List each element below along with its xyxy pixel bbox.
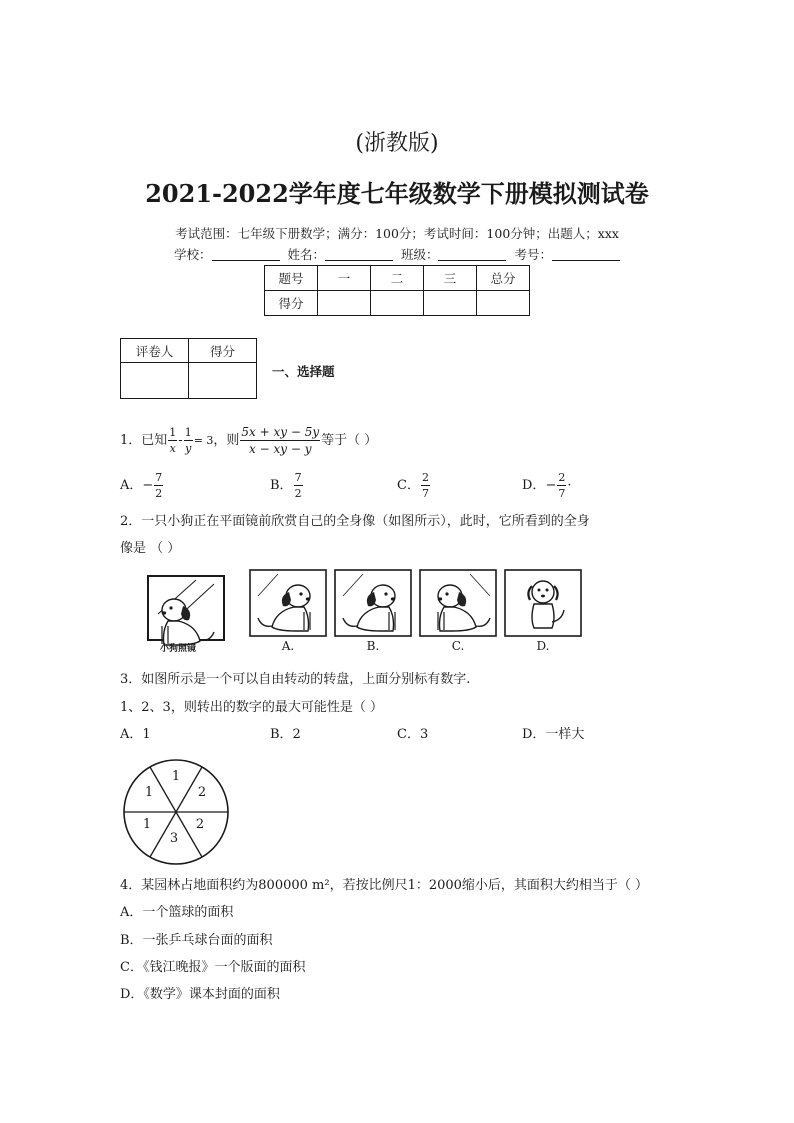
q1-option-b[interactable]: B． $\frac{7}{2}$	[270, 471, 302, 500]
spinner-sector-label: 1	[171, 769, 181, 784]
grader-header: 评卷人	[121, 339, 189, 363]
q2-choice-d[interactable]	[505, 570, 581, 653]
q1-option-a[interactable]: A．− $\frac{7}{2}$	[120, 471, 163, 500]
mirror-caption: 小狗照镜	[159, 643, 197, 653]
q4-option-c[interactable]: C．《钱江晚报》一个版面的面积	[120, 960, 306, 975]
score-cell[interactable]	[424, 291, 477, 316]
spinner-sector-label: 1	[142, 817, 152, 832]
grader-score-cell[interactable]	[189, 363, 257, 399]
question-1-stem	[120, 426, 377, 455]
question-3-line-2: 1、2、3，则转出的数字的最大可能性是（ ）	[120, 700, 383, 715]
svg-text:C.: C.	[451, 639, 465, 653]
score-cell[interactable]	[371, 291, 424, 316]
score-cell[interactable]	[477, 291, 530, 316]
exam-meta: 考试范围：七年级下册数学；满分：100分；考试时间：100分钟；出题人；xxx	[175, 226, 619, 241]
grader-cell[interactable]	[121, 363, 189, 399]
q1-mid: ，则	[213, 433, 240, 448]
edition-label: (浙教版)	[355, 131, 439, 156]
q3-option-d[interactable]: D．一样大	[522, 727, 585, 742]
q2-choice-c[interactable]	[420, 570, 496, 653]
score-header-cell: 三	[424, 266, 477, 291]
q4-option-d[interactable]: D．《数学》课本封面的面积	[120, 987, 280, 1002]
question-2-line-2: 像是 （ ）	[120, 541, 181, 556]
spinner-sector-label: 2	[195, 817, 205, 832]
question-2-line-1: 2．一只小狗正在平面镜前欣赏自己的全身像（如图所示），此时，它所看到的全身	[120, 514, 590, 529]
q2-mirror-figure	[118, 566, 588, 656]
score-cell[interactable]	[318, 291, 371, 316]
q1-cond-eq: = 3	[193, 434, 214, 447]
score-header-cell: 题号	[265, 266, 318, 291]
score-header-cell: 二	[371, 266, 424, 291]
student-fields	[0, 245, 794, 263]
question-3-line-1: 3．如图所示是一个可以自由转动的转盘，上面分别标有数字.	[120, 672, 471, 687]
school-label: 学校：	[174, 247, 212, 262]
svg-text:D.: D.	[536, 639, 550, 653]
score-header-cell: 一	[318, 266, 371, 291]
score-table	[264, 265, 530, 316]
name-blank[interactable]	[325, 248, 393, 261]
svg-text:B.: B.	[366, 639, 380, 653]
q1-cond-op: -	[178, 433, 183, 448]
q1-suffix: 等于（ ）	[321, 433, 378, 448]
q3-option-b[interactable]: B．2	[270, 727, 301, 742]
class-blank[interactable]	[438, 248, 506, 261]
score-row-label: 得分	[265, 291, 318, 316]
class-label: 班级：	[400, 247, 439, 262]
q1-option-d[interactable]: D．− $\frac{2}{7}$ ·	[522, 471, 572, 500]
score-header-cell: 总分	[477, 266, 530, 291]
question-4-stem: 4．某园林占地面积约为800000 m²，若按比例尺1：2000缩小后，其面积大约相当于（ ）	[120, 878, 649, 893]
name-label: 姓名：	[287, 247, 326, 262]
exam-no-blank[interactable]	[552, 248, 620, 261]
q1-cond-frac-a: $\frac{1}{x}$	[169, 426, 177, 455]
spinner-sector-label: 1	[144, 785, 154, 800]
exam-title: 2021-2022学年度七年级数学下册模拟测试卷	[145, 179, 649, 208]
q1-prefix: 1．已知	[120, 433, 168, 448]
q4-option-a[interactable]: A．一个篮球的面积	[120, 905, 234, 920]
q3-option-a[interactable]: A．1	[120, 727, 151, 742]
grader-table	[120, 338, 257, 399]
q3-option-c[interactable]: C．3	[397, 727, 429, 742]
spinner-figure	[120, 756, 232, 868]
spinner-sector-label: 3	[169, 831, 179, 846]
school-blank[interactable]	[212, 248, 280, 261]
q2-choice-b[interactable]	[335, 570, 411, 653]
q1-option-c[interactable]: C． $\frac{2}{7}$	[397, 471, 429, 500]
q1-cond-frac-b: $\frac{1}{y}$	[184, 426, 192, 455]
q2-choice-a[interactable]	[250, 570, 326, 653]
spinner-sector-label: 2	[197, 785, 207, 800]
svg-text:A.: A.	[281, 639, 295, 653]
q4-option-b[interactable]: B．一张乒乓球台面的面积	[120, 933, 273, 948]
grader-score-header: 得分	[189, 339, 257, 363]
exam-no-label: 考号：	[514, 247, 552, 262]
section-title: 一、选择题	[272, 364, 335, 379]
q1-expression-frac: $\frac{5x + xy - 5y}{x - xy - y}$	[241, 425, 320, 456]
